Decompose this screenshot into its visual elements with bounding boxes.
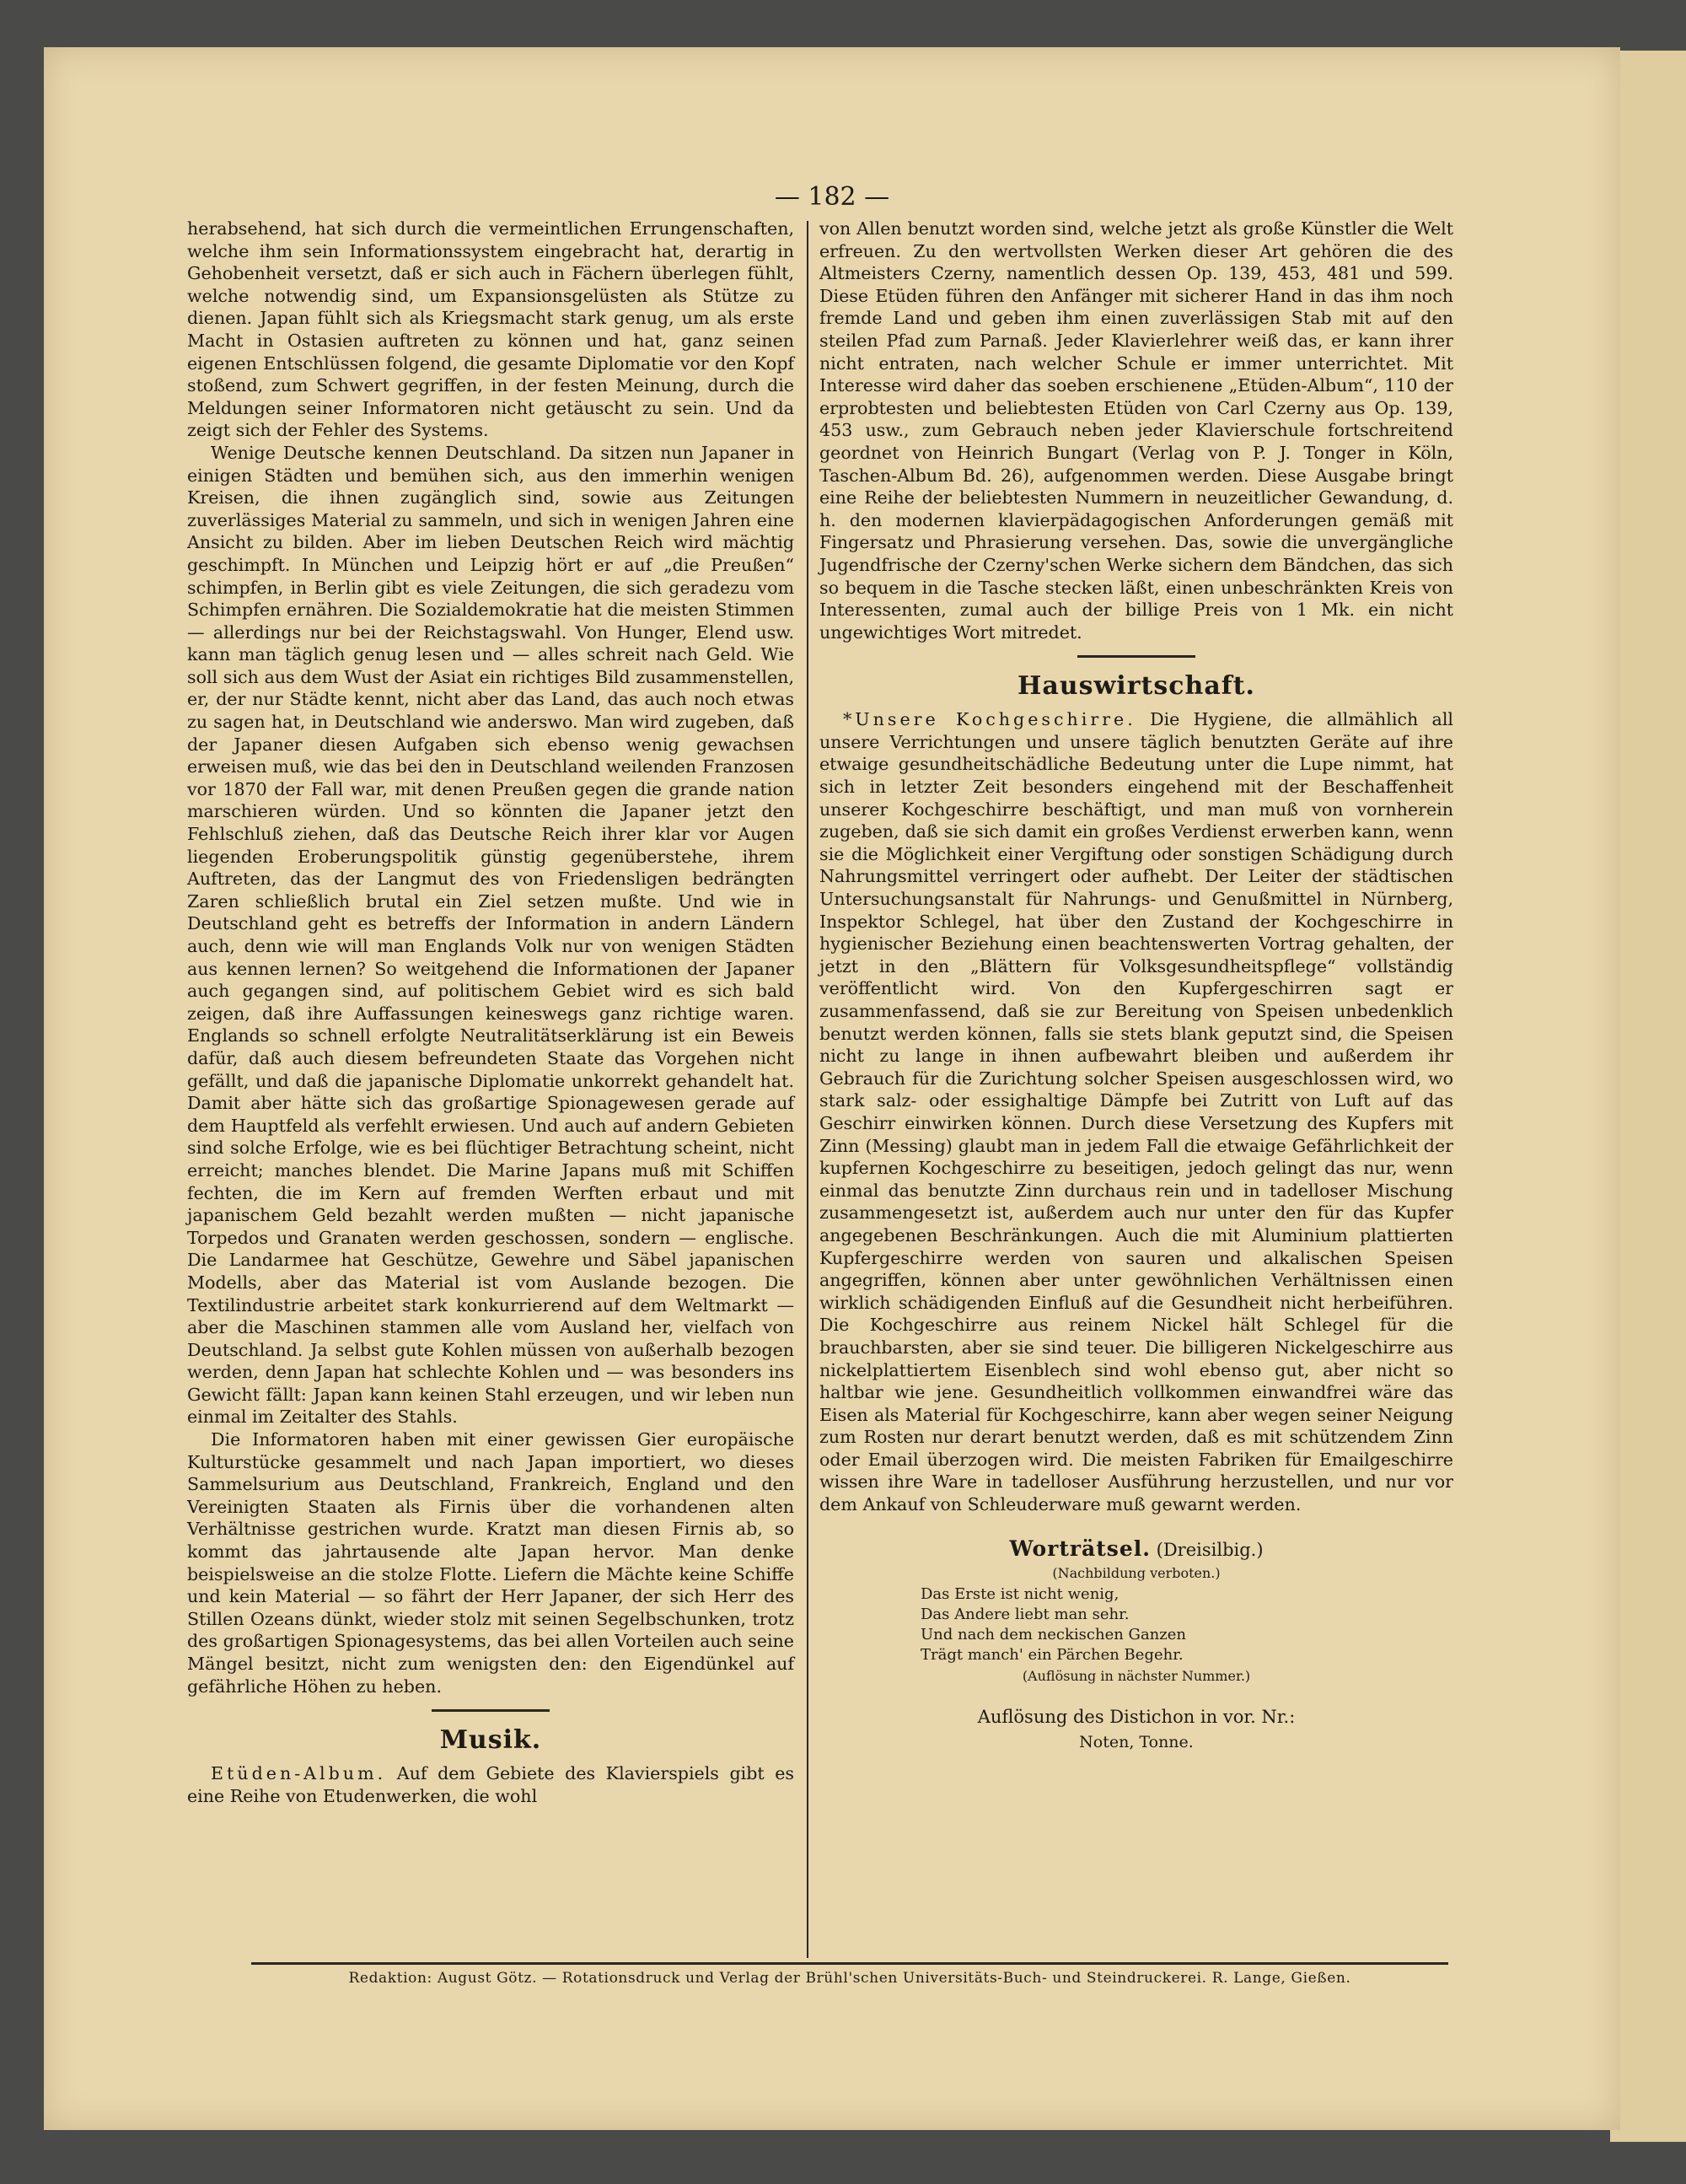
article-paragraph-1: herabsehend, hat sich durch die vermeintlichen Errungenschaften, welche ihm sein Informationssystem eingebracht hat, derartig in Gehobenheit versetzt, daß er sich auch in Fächern überlegen fühlt, welche notwendig sind, um Expansionsgelüsten als Stütze zu dienen. Japan fühlt sich als Kriegsmacht stark genug, um als erste Macht in Ostasien auftreten zu können und hat, ganz seinen eigenen Entschlüssen folgend, die gesamte Diplomatie vor den Kopf stoßend, zum Schwert gegriffen, in der festen Meinung, durch die Meldungen seiner Informatoren nicht getäuscht zu sein. Und da zeigt sich der Fehler des Systems.	[187, 218, 794, 441]
column-divider	[807, 221, 808, 1958]
riddle-box	[819, 1536, 1453, 1755]
riddle-subtitle: (Dreisilbig.)	[1156, 1539, 1264, 1560]
riddle-heading	[819, 1536, 1453, 1563]
riddle-verse-4: Trägt manch' ein Pärchen Begehr.	[921, 1645, 1184, 1664]
riddle-solution-note: (Auflösung in nächster Nummer.)	[1022, 1667, 1251, 1684]
article-paragraph-3: Die Informatoren haben mit einer gewissen Gier europäische Kulturstücke gesammelt und nach Japan importiert, wo dieses Sammelsurium aus Deutschland, Frankreich, England und den Vereinigten Staaten als Firnis über die vorhandenen alten Verhältnisse gestrichen wurde. Kratzt man diesen Firnis ab, so kommt das jahrtausende alte Japan hervor. Man denke beispielsweise an die stolze Flotte. Liefern die Mächte keine Schiffe und kein Material — so fährt der Herr Japaner, der sich Herr des Stillen Ozeans dünkt, wieder stolz mit seinen Segelbschunken, trotz des großartigen Spionagesystems, das bei allen Vorteilen auch seine Mängel besitzt, nicht zum wenigsten den: den Eigendünkel auf gefährliche Höhen zu heben.	[187, 1429, 794, 1697]
household-text: Die Hygiene, die allmählich all unsere Verrichtungen und unsere täglich benutzten Geräte auf ihre etwaige gesundheitschädliche Bedeutung unter die Lupe nimmt, hat sich in letzter Zeit besonders eingehend mit der Beschaffenheit unserer Kochgeschirre beschäftigt, und man muß von vornherein zugeben, daß sie sich damit ein großes Verdienst erwerben kann, wenn sie die Möglichkeit einer Vergiftung oder sonstigen Schädigung durch Nahrungsmittel verringert oder aufhebt. Der Leiter der städtischen Untersuchungsanstalt für Nahrungs- und Genußmittel in Nürnberg, Inspektor Schlegel, hat über den Zustand der Kochgeschirre in hygienischer Beziehung einen beachtenswerten Vortrag gehalten, der jetzt in den „Blättern für Volksgesundheitspflege“ vollständig veröffentlicht wird. Von den Kupfergeschirren sagt er zusammenfassend, daß sie zur Bereitung von Speisen unbedenklich benutzt werden können, falls sie stets blank geputzt sind, die Speisen nicht zu lange in ihnen aufbewahrt bleiben und außerdem ihr Gebrauch für die Zurichtung solcher Speisen ausgeschlossen wird, wo stark salz- oder essighaltige Dämpfe bei Zutritt von Luft auf das Geschirr einwirken können. Durch diese Versetzung des Kupfers mit Zinn (Messing) glaubt man in jedem Fall die etwaige Gefährlichkeit der kupfernen Kochgeschirre zu beseitigen, jedoch gelingt das nur, wenn einmal das benutzte Zinn durchaus rein und in tadelloser Mischung zusammengesetzt ist, außerdem auch nur unter den für das Kupfer angegebenen Beschränkungen. Auch die mit Aluminium plattierten Kupfergeschirre werden von sauren und alkalischen Speisen angegriffen, können aber unter gewöhnlichen Verhältnissen einen wirklich schädigenden Einfluß auf die Gesundheit nicht herbeiführen. Die Kochgeschirre aus reinem Nickel hält Schlegel für die brauchbarsten, aber sie sind teuer. Die billigeren Nickelgeschirre aus nickelplattiertem Eisenblech sind wohl ebenso gut, aber nicht so haltbar wie jene. Gesundheitlich vollkommen einwandfrei wäre das Eisen als Material für Kochgeschirre, kann aber wegen seiner Neigung zum Rosten nur derart benutzt werden, daß es mit schützendem Zinn oder Email überzogen wird. Die meisten Fabriken für Emailgeschirre wissen ihre Ware in tadelloser Ausführung herzustellen, und nur vor dem Ankauf von Schleuderware muß gewarnt werden.	[819, 709, 1453, 1515]
riddle-verse-3: Und nach dem neckischen Ganzen	[921, 1625, 1186, 1643]
article-paragraph-2: Wenige Deutsche kennen Deutschland. Da sitzen nun Japaner in einigen Städten und bemühen sich, aus den immerhin wenigen Kreisen, die ihnen zugänglich sind, sowie aus Zeitungen zuverlässiges Material zu sammeln, und sich in wenigen Jahren eine Ansicht zu bilden. Aber im lieben Deutschen Reich wird mächtig geschimpft. In München und Leipzig hört er auf „die Preußen“ schimpfen, in Berlin gibt es viele Zeitungen, die sich geradezu vom Schimpfen ernähren. Die Sozialdemokratie hat die meisten Stimmen — allerdings nur bei der Reichstagswahl. Von Hunger, Elend usw. kann man täglich genug lesen und — alles schreit nach Geld. Wie soll sich aus dem Wust der Asiat ein richtiges Bild zusammenstellen, er, der nur Städte kennt, nicht aber das Land, das auch noch etwas zu sagen hat, in Deutschland wie anderswo. Man wird zugeben, daß der Japaner diesen Aufgaben sich ebenso wenig gewachsen erweisen muß, wie das bei den in Deutschland weilenden Franzosen vor 1870 der Fall war, mit denen Preußen gegen die grande nation marschieren würden. Und so könnten die Japaner jetzt den Fehlschluß ziehen, daß das Deutsche Reich ihrer klar vor Augen liegenden Eroberungspolitik günstig gegenüberstehe, ihrem Auftreten, das der Langmut des von Friedensligen bedrängten Zaren schließlich brutal ein Ziel setzen mußte. Und wie in Deutschland geht es betreffs der Information in andern Ländern auch, denn wie will man Englands Volk nur von wenigen Städten aus kennen lernen? So weitgehend die Informationen der Japaner auch gegangen sind, auf politischem Gebiet wird es sich bald zeigen, daß ihre Auffassungen keineswegs ganz richtige waren. Englands so schnell erfolgte Neutralitätserklärung ist ein Beweis dafür, daß auch diesem befreundeten Staate das Vorgehen nicht gefällt, und daß die japanische Diplomatie unkorrekt gehandelt hat. Damit aber hätte sich das großartige Spionagewesen gerade auf dem Hauptfeld als verfehlt erwiesen. Und auch auf andern Gebieten sind solche Erfolge, wie es bei flüchtiger Betrachtung scheint, nicht erreicht; manches blendet. Die Marine Japans muß mit Schiffen fechten, die im Kern auf fremden Werften erbaut und mit japanischem Geld bezahlt werden mußten — nicht japanische Torpedos und Granaten werden geschossen, sondern — englische. Die Landarmee hat Geschütze, Gewehre und Säbel japanischen Modells, aber das Material ist vom Auslande bezogen. Die Textilindustrie arbeitet stark konkurrierend auf dem Weltmarkt — aber die Maschinen stammen alle vom Ausland her, vielfach von Deutschland. Ja selbst gute Kohlen müssen von außerhalb bezogen werden, denn Japan hat schlechte Kohlen und — was besonders ins Gewicht fällt: Japan kann keinen Stahl erzeugen, und wir leben nun einmal im Zeitalter des Stahls.	[187, 442, 794, 1428]
household-paragraph	[819, 708, 1453, 1515]
left-column	[187, 218, 794, 1807]
answer-words: Noten, Tonne.	[1079, 1732, 1194, 1751]
riddle-title: Worträtsel.	[1009, 1536, 1151, 1561]
music-text: Auf dem Gebiete des Klavierspiels gibt es eine Reihe von Etudenwerken, die wohl	[187, 1763, 795, 1806]
music-lead: Etüden-Album.	[211, 1763, 387, 1784]
imprint-footer: Redaktion: August Götz. — Rotationsdruck und Verlag der Brühl'schen Universitäts-Buch- und Steindruckerei. R. Lange, Gießen.	[348, 1970, 1351, 1987]
music-paragraph	[187, 1762, 794, 1807]
section-divider	[1077, 655, 1195, 658]
household-heading: Hauswirtschaft.	[1018, 671, 1255, 702]
page-number: — 182 —	[774, 182, 890, 212]
household-lead: *Unsere Kochgeschirre.	[843, 709, 1136, 730]
music-continuation: von Allen benutzt worden sind, welche jetzt als große Künstler die Welt erfreuen. Zu den wertvollsten Werken dieser Art gehören die des Altmeisters Czerny, namentlich dessen Op. 139, 453, 481 und 599. Diese Etüden führen den Anfänger mit sicherer Hand in das ihm noch fremde Land und geben ihm einen zuverlässigen Stab mit auf den steilen Pfad zum Parnaß. Jeder Klavierlehrer weiß das, er kann ihrer nicht entraten, nach welcher Schule er immer unterrichtet. Mit Interesse wird daher das soeben erschienene „Etüden-Album“, 110 der erprobtesten und beliebtesten Etüden von Carl Czerny aus Op. 139, 453 usw., zum Gebrauch neben jeder Klavierschule fortschreitend geordnet von Heinrich Bungart (Verlag von P. J. Tonger in Köln, Taschen-Album Bd. 26), aufgenommen werden. Diese Ausgabe bringt eine Reihe der beliebtesten Nummern in neuzeitlicher Gewandung, d. h. den modernen klavierpädagogischen Anforderungen gemäß mit Fingersatz und Phrasierung versehen. Das, sowie die unvergängliche Jugendfrische der Czerny'schen Werke sichern dem Bändchen, das sich so bequem in die Tasche stecken läßt, einen unbeschränkten Kreis von Interessenten, zumal auch der billige Preis von 1 Mk. ein nicht ungewichtiges Wort mitredet.	[819, 218, 1453, 643]
right-column	[819, 218, 1453, 1755]
music-heading: Musik.	[439, 1725, 542, 1756]
section-divider	[432, 1709, 550, 1712]
footer-rule	[251, 1962, 1448, 1965]
riddle-verse-1: Das Erste ist nicht wenig,	[921, 1584, 1120, 1603]
answer-line: Auflösung des Distichon in vor. Nr.:	[977, 1706, 1296, 1727]
riddle-verse-2: Das Andere liebt man sehr.	[921, 1605, 1130, 1623]
adjacent-page-edge	[1610, 51, 1686, 2142]
riddle-note: (Nachbildung verboten.)	[1052, 1564, 1221, 1581]
